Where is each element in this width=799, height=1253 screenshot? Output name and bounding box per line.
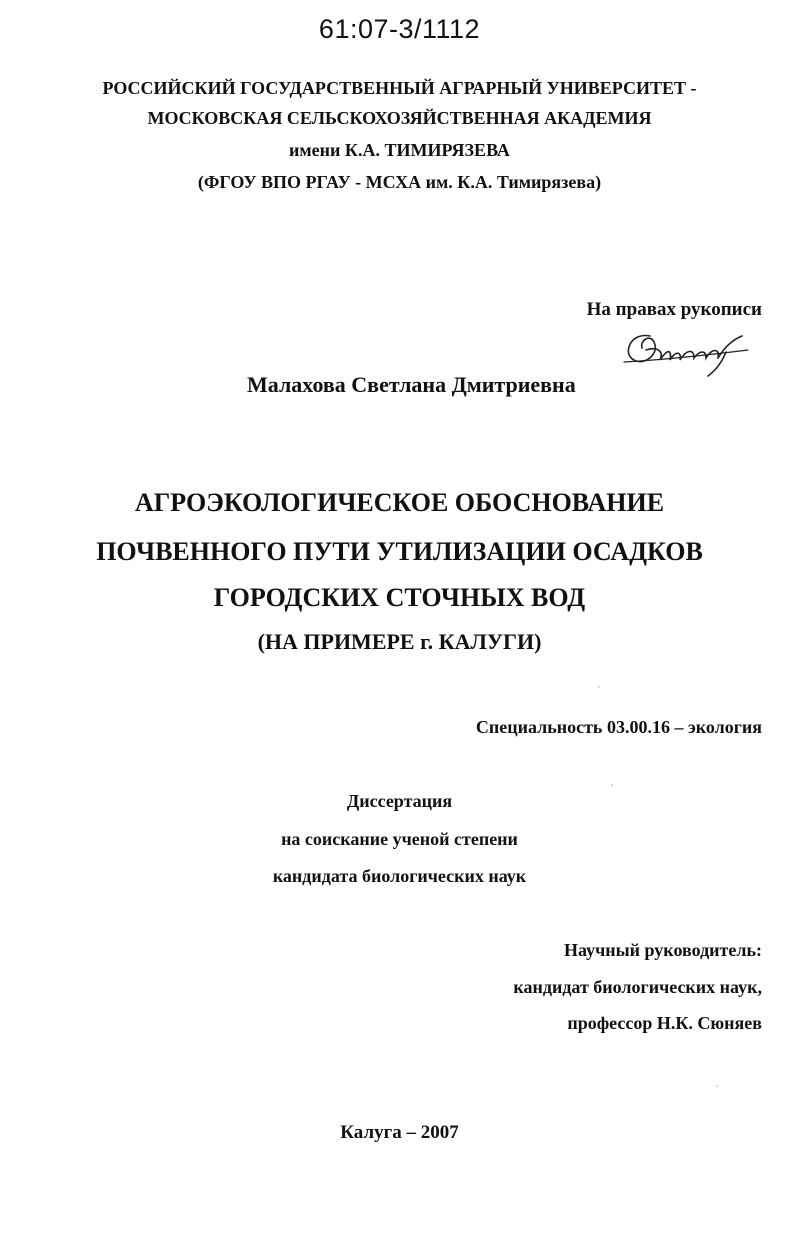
scan-speck (611, 784, 613, 786)
dissertation-line-2: на соискание ученой степени (281, 829, 518, 849)
institution-line-3: имени К.А. ТИМИРЯЗЕВА (289, 140, 510, 160)
manuscript-note: На правах рукописи (586, 299, 762, 320)
supervisor-name: профессор Н.К. Сюняев (567, 1013, 762, 1033)
dissertation-line-1: Диссертация (346, 791, 453, 811)
supervisor-degree: кандидат биологических наук, (513, 977, 762, 997)
supervisor-label: Научный руководитель: (564, 940, 762, 960)
title-line-4: (НА ПРИМЕРЕ г. КАЛУГИ) (257, 629, 542, 654)
scan-speck (598, 686, 600, 688)
institution-line-4: (ФГОУ ВПО РГАУ - МСХА им. К.А. Тимирязева) (197, 172, 602, 192)
dissertation-line-3: кандидата биологических наук (272, 866, 527, 886)
title-line-3: ГОРОДСКИХ СТОЧНЫХ ВОД (213, 583, 586, 612)
title-line-2: ПОЧВЕННОГО ПУТИ УТИЛИЗАЦИИ ОСАДКОВ (96, 537, 703, 566)
scan-speck (716, 1085, 718, 1087)
institution-line-2: МОСКОВСКАЯ СЕЛЬСКОХОЗЯЙСТВЕННАЯ АКАДЕМИЯ (147, 108, 652, 128)
archive-code: 61:07-3/1112 (318, 14, 481, 44)
signature-icon (620, 326, 752, 378)
institution-line-1: РОССИЙСКИЙ ГОСУДАРСТВЕННЫЙ АГРАРНЫЙ УНИВЕРСИТЕТ - (102, 78, 697, 98)
specialty: Специальность 03.00.16 – экология (475, 717, 762, 737)
place-year: Калуга – 2007 (340, 1122, 459, 1143)
author-name: Малахова Светлана Дмитриевна (247, 372, 576, 397)
title-line-1: АГРОЭКОЛОГИЧЕСКОЕ ОБОСНОВАНИЕ (134, 488, 665, 517)
